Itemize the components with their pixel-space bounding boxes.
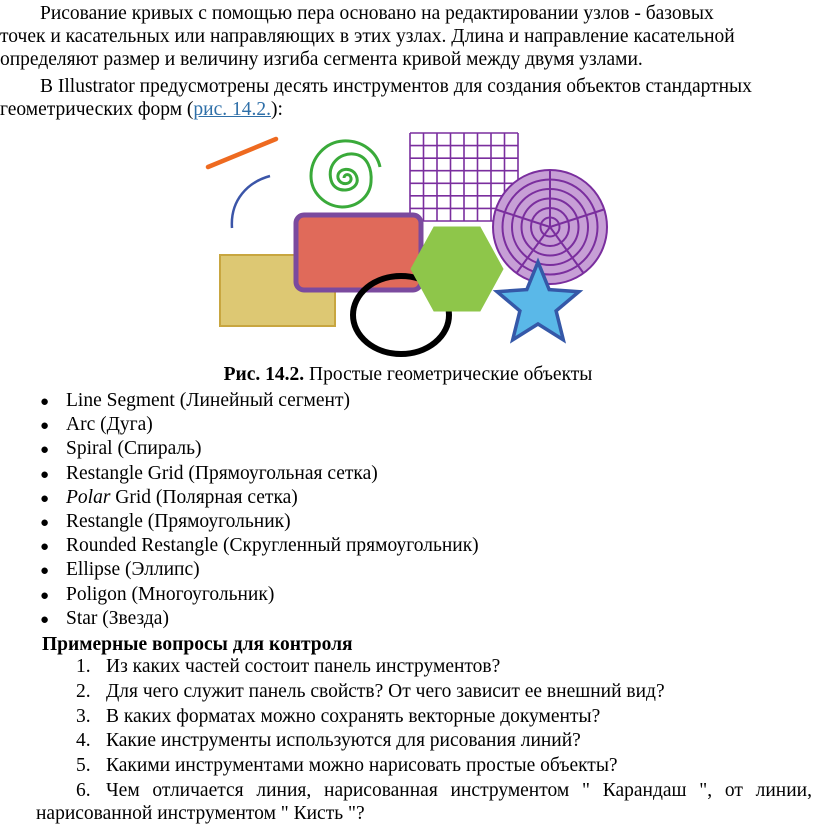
tools-intro-line-1 (0, 75, 812, 98)
figure-link[interactable]: рис. 14.2. (193, 99, 271, 120)
question-text: Из каких частей состоит панель инструментов? (106, 656, 501, 677)
list-item (40, 462, 479, 486)
bullet-icon: ● (40, 442, 50, 459)
bullet-icon: ● (40, 466, 50, 483)
intro-line-3 (0, 48, 812, 71)
question-6-text-2: нарисованной инструментом " Кисть "? (36, 803, 365, 824)
tool-name: Ellipse (Эллипс) (66, 559, 200, 581)
question-6-text-1: Чем отличается линия, нарисованная инструментом " Карандаш ", от линии, (106, 780, 812, 801)
bullet-icon: ● (40, 587, 50, 604)
tools-intro-paragraph (0, 75, 812, 121)
list-item (40, 607, 479, 631)
bullet-icon: ● (40, 539, 50, 556)
tool-name: Arc (Дуга) (66, 414, 153, 436)
question-number: 5. (76, 755, 91, 777)
tool-name: Star (Звезда) (66, 607, 169, 629)
question-number: 1. (76, 656, 91, 677)
intro-line-1 (0, 2, 812, 25)
list-item (40, 437, 479, 461)
question-6-line-2 (36, 802, 365, 825)
question-item (76, 680, 665, 705)
question-item (76, 655, 665, 680)
list-item (40, 486, 479, 510)
bullet-icon: ● (40, 563, 50, 580)
list-item (40, 413, 479, 437)
tools-intro-line-2-before: геометрических форм ( (0, 99, 194, 120)
line-segment-shape (208, 139, 276, 167)
questions-heading: Примерные вопросы для контроля (42, 634, 353, 655)
tools-intro-line-2-after: ): (271, 99, 283, 120)
question-number: 3. (76, 705, 91, 727)
question-6-line-1 (76, 779, 812, 802)
intro-line-2 (0, 25, 812, 48)
tool-name: Rounded Restangle (Скругленный прямоугольник) (66, 535, 479, 557)
question-6-number: 6. (76, 780, 91, 801)
question-item (76, 729, 665, 754)
arc-shape (232, 176, 270, 228)
question-text: Какие инструменты используются для рисования линий? (106, 730, 581, 752)
tool-name: Grid (Полярная сетка) (110, 486, 298, 508)
list-item (40, 389, 479, 413)
bullet-icon: ● (40, 394, 50, 410)
tool-name: Spiral (Спираль) (66, 438, 202, 460)
bullet-icon: ● (40, 490, 50, 507)
question-number: 2. (76, 680, 91, 702)
tools-list (40, 389, 479, 631)
tool-name: Restangle Grid (Прямоугольная сетка) (66, 462, 378, 484)
question-text: В каких форматах можно сохранять векторные документы? (106, 705, 601, 727)
intro-paragraph (0, 2, 812, 71)
tools-intro-line-2 (0, 98, 812, 121)
tool-name: Restangle (Прямоугольник) (66, 510, 291, 532)
list-item (40, 558, 479, 582)
figure-caption (0, 363, 816, 386)
list-item (40, 583, 479, 607)
bullet-icon: ● (40, 514, 50, 531)
intro-line-2-text: точек и касательных или направляющих в этих узлах. Длина и направление касательной (0, 26, 735, 47)
questions-list (76, 655, 665, 779)
bullet-icon: ● (40, 418, 50, 435)
figure-caption-number: Рис. 14.2. (223, 364, 305, 385)
tool-name: Poligon (Многоугольник) (66, 583, 275, 605)
list-item (40, 510, 479, 534)
tools-intro-line-1-text: В Illustrator предусмотрены десять инструментов для создания объектов стандартных (40, 76, 752, 97)
question-item (76, 705, 665, 730)
tool-name-italic: Polar (66, 486, 111, 508)
figure-caption-text: Простые геометрические объекты (304, 364, 593, 385)
question-text: Для чего служит панель свойств? От чего зависит ее внешний вид? (106, 680, 665, 702)
tool-name: Line Segment (Линейный сегмент) (66, 390, 350, 411)
geometric-shapes-figure (190, 128, 620, 360)
bullet-icon: ● (40, 611, 50, 628)
question-number: 4. (76, 730, 91, 752)
spiral-shape (311, 141, 380, 207)
hexagon-shape (411, 227, 503, 311)
intro-line-3-text: определяют размер и величину изгиба сегмента кривой между двумя узлами. (0, 49, 643, 70)
polar-grid-shape (493, 170, 607, 284)
question-text: Какими инструментами можно нарисовать простые объекты? (106, 755, 618, 777)
question-item (76, 754, 665, 779)
list-item (40, 534, 479, 558)
intro-line-1-text: Рисование кривых с помощью пера основано на редактировании узлов - базовых (40, 3, 714, 24)
